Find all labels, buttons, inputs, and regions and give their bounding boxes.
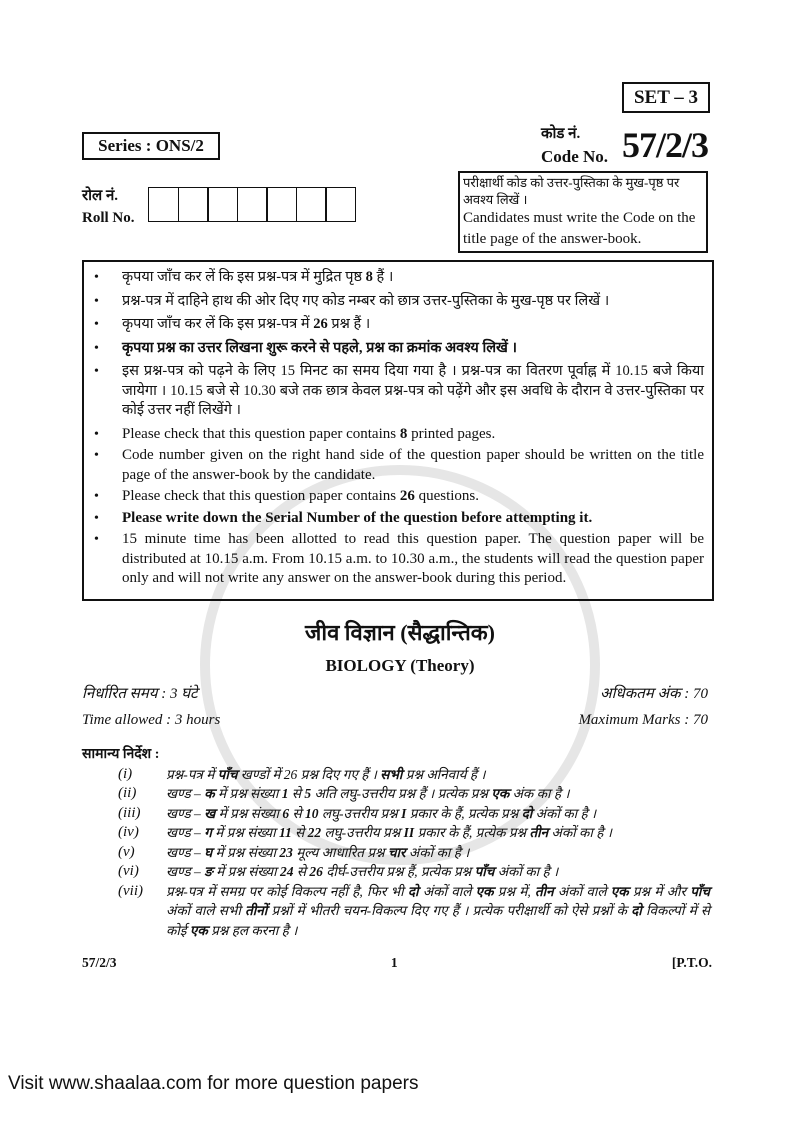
code-number: 57/2/3 [622,125,709,165]
text: प्रश्न-पत्र में [166,766,218,782]
instruction-text [122,425,704,445]
page-footer [82,954,712,972]
text: मूल्य आधारित प्रश्न [292,844,388,860]
text: प्रकार के हैं, प्रत्येक प्रश्न [406,805,522,821]
text: अंकों वाले [418,883,476,899]
instruction-text [122,339,704,359]
general-instruction-text [166,843,710,863]
bullet-icon: • [94,532,99,547]
text: printed pages. [407,425,496,442]
code-label-hindi: कोड नं. [541,126,581,142]
bold-text: 24 [279,864,294,879]
general-instruction-text [166,765,710,785]
general-instruction-text [166,882,710,941]
item-number: (ii) [118,785,137,801]
bullet-icon: • [94,489,99,504]
text: खण्ड – [166,786,205,801]
text: अंकों का है । [494,864,559,879]
instruction-text [122,362,704,421]
footer-code: 57/2/3 [82,955,117,970]
text: प्रश्नों में भीतरी चयन-विकल्प दिए गए हैं । प्रत्येक परीक्षार्थी को ऐसे प्रश्नों के [267,903,632,918]
general-instruction-text [166,862,710,882]
text: Code number given on the right hand side of the question paper should be written on the title page of the answer-book by the candidate. [122,447,704,483]
bullet-icon: • [94,426,99,442]
bold-text: 22 [307,825,322,840]
text: में प्रश्न संख्या [212,844,280,860]
instruction-item [94,268,704,288]
instruction-item [94,292,704,312]
instruction-text [122,530,704,589]
bold-text: II [403,825,415,840]
text: अति लघु-उत्तरीय प्रश्न हैं । प्रत्येक प्रश्न [311,786,492,801]
bold-text: दो [631,903,642,918]
bold-text: पाँच [690,883,710,899]
item-number: (v) [118,843,135,860]
text: से [293,864,310,879]
instruction-item [94,339,704,359]
title-hindi: जीव विज्ञान (सैद्धान्तिक) [305,619,495,645]
bold-text: 11 [278,825,292,840]
time-marks-english-row [82,709,708,731]
text: questions. [414,488,480,504]
time-marks-hindi-row [82,683,708,705]
text: कृपया जाँच कर लें कि इस प्रश्न-पत्र में [122,316,314,332]
instruction-item [94,425,704,445]
text: में प्रश्न संख्या [211,825,279,840]
instruction-item [94,509,704,529]
instruction-item [94,446,704,485]
instructions-box [82,260,714,601]
bold-text: एक [610,883,629,899]
text: प्रश्न-पत्र में समग्र पर कोई विकल्प नहीं है, फिर भी [166,883,408,899]
text: खण्डों में 26 प्रश्न दिए गए हैं । [237,766,381,782]
general-instruction-item [118,862,710,882]
item-number: (vii) [118,882,143,899]
instruction-item [94,315,704,335]
bold-text: 23 [279,844,293,860]
item-number: (vi) [118,863,139,879]
text: अंकों वाले [553,883,611,899]
bold-text: कृपया प्रश्न का उत्तर लिखना शुरू करने से पहले, प्रश्न का क्रमांक अवश्य लिखें । [122,339,518,356]
bold-text: सभी [380,766,403,782]
instruction-text [122,292,704,312]
general-instruction-item [118,804,710,824]
text: अंकों का है । [405,844,470,860]
text: प्रश्न में और [628,883,691,899]
bold-text: I [401,805,407,821]
text: Please check that this question paper contains [122,425,400,442]
set-label: SET – 3 [622,82,710,113]
bullet-icon: • [94,293,99,309]
bold-text: 26 [309,864,323,879]
text: लघु-उत्तरीय प्रश्न [318,805,402,821]
title-english: BIOLOGY (Theory) [325,655,475,675]
bold-text: तीन [529,825,549,840]
bullet-icon: • [94,364,99,379]
general-instruction-item [118,784,710,804]
text: इस प्रश्न-पत्र को पढ़ने के लिए 15 मिनट का समय दिया गया है । प्रश्न-पत्र का वितरण पूर्वाह्न में 10.15 बजे किया जायेगा । 10.15 बजे से 10.30 बजे तक छात्र केवल प्रश्न-पत्र को पढ़ेंगे और इस अवधि के दौरान वे उत्तर-पुस्तिका पर कोई उत्तर नहीं लिखेंगे । [122,363,704,418]
text: से [288,786,305,801]
instruction-item [94,487,704,507]
bold-text: पाँच [474,864,495,879]
series-label: Series : ONS/2 [82,132,220,160]
general-instruction-item [118,843,710,863]
text: प्रश्न अनिवार्य हैं । [402,766,486,782]
text: हैं । [372,269,394,285]
bold-text: पाँच [217,766,238,782]
bold-text: 1 [281,786,289,801]
instruction-text [122,509,704,529]
item-number: (iv) [118,824,139,840]
instruction-text [122,446,704,485]
general-instruction-text [166,823,710,843]
text: अंकों का है । [532,805,597,821]
item-number: (iii) [118,804,141,821]
text: से [291,825,308,840]
instruction-item [94,362,704,421]
general-instruction-text [166,784,710,804]
text: Please check that this question paper contains [122,488,400,504]
bold-text: चार [387,844,406,860]
text: प्रश्न हल करना है । [207,922,298,938]
text: में प्रश्न संख्या [215,805,283,821]
text: खण्ड – [166,825,205,840]
bold-text: तीनों [245,903,268,918]
instruction-text [122,487,704,507]
text: में प्रश्न संख्या [214,786,282,801]
text: अंक का है । [509,786,570,801]
general-instruction-item [118,765,710,785]
bullet-icon: • [94,510,99,526]
bold-text: 6 [282,805,290,821]
general-instructions-list [118,765,710,941]
text: में प्रश्न संख्या [212,864,280,879]
code-label-english: Code No. [541,147,609,166]
bold-text: ङ [204,864,213,879]
item-number: (i) [118,765,133,782]
bullet-icon: • [94,340,99,356]
bold-text: एक [475,883,494,899]
code-note-hindi: परीक्षार्थी कोड को उत्तर-पुस्तिका के मुख-पृष्ठ पर अवश्य लिखें । [463,175,680,207]
bold-text: दो [407,883,419,899]
bold-text: 5 [304,786,312,801]
text: खण्ड – [166,805,205,821]
general-instruction-item [118,823,710,843]
instruction-item [94,530,704,589]
text: अंकों वाले सभी [166,903,246,918]
text: खण्ड – [166,864,205,879]
bold-text: एक [189,922,208,938]
bold-text: क [204,786,215,801]
text: प्रश्न में, [493,883,535,899]
bold-text: ग [204,825,212,840]
footer-page-number: 1 [390,955,398,970]
time-hindi: निर्धारित समय : 3 घंटे [82,685,198,702]
bold-text: दो [521,805,533,821]
bold-text: 8 [399,425,408,442]
text: लघु-उत्तरीय प्रश्न [321,825,404,840]
footer-pto: [P.T.O. [671,955,712,970]
text: प्रश्न-पत्र में दाहिने हाथ की ओर दिए गए कोड नम्बर को छात्र उत्तर-पुस्तिका के मुख-पृष्ठ पर लिखें । [122,292,610,309]
general-instruction-text [166,804,710,824]
general-instructions-heading: सामान्य निर्देश : [82,746,160,762]
text: प्रकार के हैं, प्रत्येक प्रश्न [414,825,530,840]
bullet-icon: • [94,317,99,332]
marks-hindi: अधिकतम अंक : 70 [600,685,708,702]
instruction-text [122,315,704,335]
visit-link[interactable]: Visit www.shaalaa.com for more question papers [8,1073,419,1094]
bullet-icon: • [94,270,99,285]
roll-label-hindi: रोल नं. [82,188,119,204]
text: प्रश्न हैं । [327,316,371,332]
instruction-text [122,268,704,288]
text: अंकों का है । [548,825,612,840]
bold-text: घ [204,844,213,860]
text: से [289,805,306,821]
text: कृपया जाँच कर लें कि इस प्रश्न-पत्र में मुद्रित पृष्ठ [122,269,366,285]
bold-text: 10 [305,805,319,821]
text: विकल्पों में से कोई [166,903,710,938]
bold-text: 26 [399,488,415,504]
text: दीर्घ-उत्तरीय प्रश्न हैं, प्रत्येक प्रश्न [322,864,475,879]
text: 15 minute time has been allotted to read this question paper. The question paper will be distributed at 10.15 a.m. From 10.15 a.m. to 10.30 a.m., the students will read the question paper only and will not write any answer on the answer-book during this period. [122,531,704,586]
general-instruction-item [118,882,710,941]
bullet-icon: • [94,448,99,463]
bold-text: एक [491,786,510,801]
bold-text: तीन [534,883,554,899]
text: खण्ड – [166,844,205,860]
bold-text: Please write down the Serial Number of the question before attempting it. [122,509,593,526]
time-english: Time allowed : 3 hours [82,711,221,728]
roll-label-english: Roll No. [82,210,135,226]
marks-english: Maximum Marks : 70 [578,711,708,728]
bold-text: ख [204,805,216,821]
bold-text: 26 [313,316,328,332]
bold-text: 8 [365,269,373,285]
code-note-english: Candidates must write the Code on the title page of the answer-book. [463,210,696,247]
